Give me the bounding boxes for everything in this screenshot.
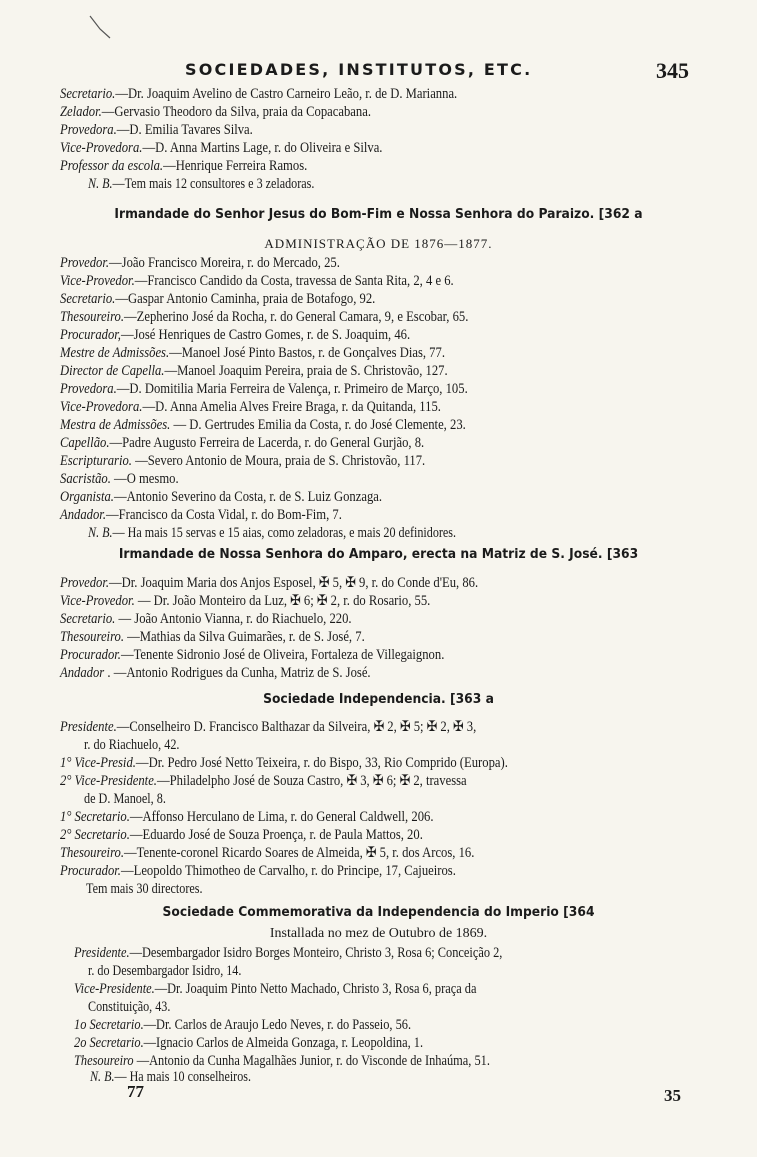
entry-line: N. B.— Ha mais 10 conselheiros. xyxy=(90,1069,251,1085)
entry-line: Andador . —Antonio Rodrigues da Cunha, Matriz de S. José. xyxy=(60,665,371,681)
entry-line: Andador.—Francisco da Costa Vidal, r. do Bom-Fim, 7. xyxy=(60,507,342,523)
entry-line: r. do Desembargador Isidro, 14. xyxy=(88,963,242,979)
entry-line: Tem mais 30 directores. xyxy=(86,881,203,897)
entry-line: Procurador.—Leopoldo Thimotheo de Carvalho, r. do Principe, 17, Cajueiros. xyxy=(60,863,456,879)
entry-line: Constituição, 43. xyxy=(88,999,171,1015)
entry-line: Provedora.—D. Emilia Tavares Silva. xyxy=(60,122,253,138)
section-subhead: Installada no mez de Outubro de 1869. xyxy=(269,926,488,941)
entry-line: Provedora.—D. Domitilia Maria Ferreira de Valença, r. Primeiro de Março, 105. xyxy=(60,381,468,397)
entry-line: Vice-Provedor. — Dr. João Monteiro da Luz, ✠ 6; ✠ 2, r. do Rosario, 55. xyxy=(60,593,431,609)
entry-line: Secretario.—Gaspar Antonio Caminha, praia de Botafogo, 92. xyxy=(60,291,376,307)
entry-line: N. B.—Tem mais 12 consultores e 3 zeladoras. xyxy=(88,176,315,192)
section-heading: Sociedade Independencia. [363 a xyxy=(263,692,494,707)
entry-line: r. do Riachuelo, 42. xyxy=(84,737,180,753)
entry-line: Mestre de Admissões.—Manoel José Pinto Bastos, r. de Gonçalves Dias, 77. xyxy=(60,345,445,361)
entry-line: Professor da escola.—Henrique Ferreira Ramos. xyxy=(60,158,308,174)
page-number: 345 xyxy=(656,58,689,83)
entry-line: Vice-Provedor.—Francisco Candido da Costa, travessa de Santa Rita, 2, 4 e 6. xyxy=(60,273,454,289)
section-heading: Irmandade do Senhor Jesus do Bom-Fim e Nossa Senhora do Paraizo. [362 a xyxy=(114,207,643,222)
entry-line: Procurador,—José Henriques de Castro Gomes, r. de S. Joaquim, 46. xyxy=(60,327,411,343)
entry-line: Provedor.—Dr. Joaquim Maria dos Anjos Esposel, ✠ 5, ✠ 9, r. do Conde d'Eu, 86. xyxy=(60,575,479,591)
page-header xyxy=(0,58,757,84)
entry-line: Mestra de Admissões. — D. Gertrudes Emilia da Costa, r. do José Clemente, 23. xyxy=(60,417,466,433)
signature-mark: 77 xyxy=(127,1082,144,1101)
entry-line: Vice-Provedora.—D. Anna Amelia Alves Freire Braga, r. da Quitanda, 115. xyxy=(60,399,441,415)
section-heading: Sociedade Commemorativa da Independencia do Imperio [364 xyxy=(162,905,595,920)
entry-line: 2o Secretario.—Ignacio Carlos de Almeida Gonzaga, r. Leopoldina, 1. xyxy=(74,1035,424,1051)
section-subhead: ADMINISTRAÇÃO DE 1876—1877. xyxy=(264,236,493,251)
entry-line: 2° Secretario.—Eduardo José de Souza Proença, r. de Paula Mattos, 20. xyxy=(60,827,423,843)
section-heading: Irmandade de Nossa Senhora do Amparo, erecta na Matriz de S. José. [363 xyxy=(118,547,639,562)
entry-line: 1o Secretario.—Dr. Carlos de Araujo Ledo Neves, r. do Passeio, 56. xyxy=(74,1017,412,1033)
entry-line: Secretario. — João Antonio Vianna, r. do Riachuelo, 220. xyxy=(60,611,352,627)
entry-line: Presidente.—Conselheiro D. Francisco Balthazar da Silveira, ✠ 2, ✠ 5; ✠ 2, ✠ 3, xyxy=(60,719,477,735)
entry-line: de D. Manoel, 8. xyxy=(84,791,166,807)
entry-line: Secretario.—Dr. Joaquim Avelino de Castro Carneiro Leão, r. de D. Marianna. xyxy=(60,86,458,102)
folio-number: 35 xyxy=(664,1086,681,1105)
entry-line: Provedor.—João Francisco Moreira, r. do Mercado, 25. xyxy=(60,255,340,271)
entry-line: N. B.— Ha mais 15 servas e 15 aias, como zeladoras, e mais 20 definidores. xyxy=(88,525,457,541)
entry-line: Thesoureiro. —Mathias da Silva Guimarães, r. de S. José, 7. xyxy=(60,629,365,645)
entry-line: Escripturario. —Severo Antonio de Moura, praia de S. Christovão, 117. xyxy=(60,453,426,469)
entry-line: Vice-Provedora.—D. Anna Martins Lage, r. do Oliveira e Silva. xyxy=(60,140,383,156)
entry-line: Thesoureiro —Antonio da Cunha Magalhães Junior, r. do Visconde de Inhaúma, 51. xyxy=(74,1053,490,1069)
entry-line: Director de Capella.—Manoel Joaquim Pereira, praia de S. Christovão, 127. xyxy=(60,363,448,379)
entry-line: Organista.—Antonio Severino da Costa, r. de S. Luiz Gonzaga. xyxy=(60,489,383,505)
page-footer xyxy=(0,1082,757,1106)
entry-line: Procurador.—Tenente Sidronio José de Oliveira, Fortaleza de Villegaignon. xyxy=(60,647,445,663)
entry-line: Zelador.—Gervasio Theodoro da Silva, praia da Copacabana. xyxy=(60,104,372,120)
entry-line: Thesoureiro.—Zepherino José da Rocha, r. do General Camara, 9, e Escobar, 65. xyxy=(60,309,469,325)
entry-line: Thesoureiro.—Tenente-coronel Ricardo Soares de Almeida, ✠ 5, r. dos Arcos, 16. xyxy=(60,845,475,861)
entry-line: Capellão.—Padre Augusto Ferreira de Lacerda, r. do General Gurjão, 8. xyxy=(60,435,425,451)
pen-mark-icon xyxy=(88,14,114,42)
entry-line: 1° Vice-Presid.—Dr. Pedro José Netto Teixeira, r. do Bispo, 33, Rio Comprido (Europa). xyxy=(60,755,508,771)
running-head: SOCIEDADES, INSTITUTOS, ETC. xyxy=(185,60,533,79)
entry-line: 1° Secretario.—Affonso Herculano de Lima, r. do General Caldwell, 206. xyxy=(60,809,434,825)
entry-line: 2° Vice-Presidente.—Philadelpho José de Souza Castro, ✠ 3, ✠ 6; ✠ 2, travessa xyxy=(60,773,467,789)
entry-line: Presidente.—Desembargador Isidro Borges Monteiro, Christo 3, Rosa 6; Conceição 2, xyxy=(74,945,503,961)
entry-line: Vice-Presidente.—Dr. Joaquim Pinto Netto Machado, Christo 3, Rosa 6, praça da xyxy=(74,981,477,997)
entry-line: Sacristão. —O mesmo. xyxy=(60,471,179,487)
